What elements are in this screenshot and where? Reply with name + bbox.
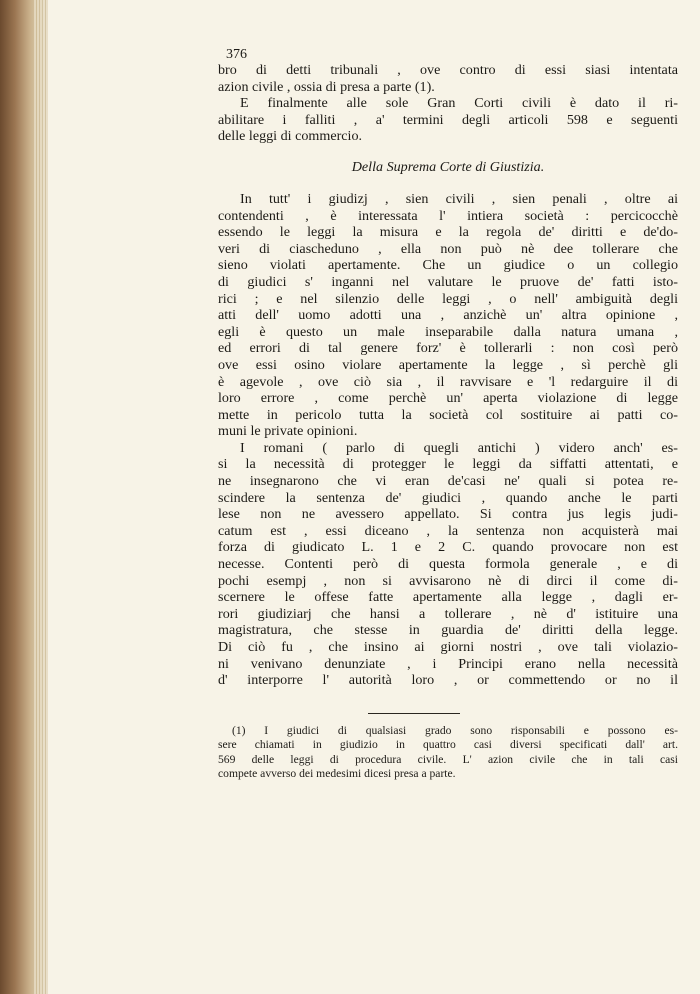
text-line: mette in pericolo tutta la società col sostituire ai patti co-: [218, 406, 678, 423]
text-line: d' interporre l' autorità loro , or commettendo or no il: [218, 672, 678, 689]
section-heading: Della Suprema Corte di Giustizia.: [351, 158, 545, 175]
text-line: scindere la sentenza de' giudici , quando anche le parti: [218, 489, 678, 506]
text-line: ed errori di tal genere forz' è tollerarli : non così però: [218, 340, 678, 357]
text-line: contendenti , è interessata l' intiera società : percicocchè: [218, 207, 678, 224]
text-line: si la necessità di protegger le leggi da siffatti attentati, e: [218, 456, 678, 473]
text-line: forza di giudicato L. 1 e 2 C. quando provocare non est: [218, 539, 678, 556]
text-line: abilitare i falliti , a' termini degli articoli 598 e seguenti: [218, 111, 678, 128]
book-page: [48, 0, 700, 994]
text-line: rici ; e nel silenzio delle leggi , o nell' ambiguità degli: [218, 290, 678, 307]
footnote-line: 569 delle leggi di procedura civile. L' azion civile che in tali casi: [218, 752, 678, 766]
text-line: I romani ( parlo di quegli antichi ) videro anch' es-: [240, 439, 678, 456]
text-line: atti dell' uomo adotti una , anzichè un' altra opinione ,: [218, 307, 678, 324]
text-line: rori giudiziarj che hansi a tollerare , nè d' istituire una: [218, 605, 678, 622]
paragraph-2: [218, 440, 678, 689]
text-line: ni venivano denunziate , i Principi erano nella necessità: [218, 655, 678, 672]
text-line: muni le private opinioni.: [218, 423, 358, 440]
text-line: egli è questo un male inseparabile dalla natura umana ,: [218, 323, 678, 340]
text-line: In tutt' i giudizj , sien civili , sien penali , oltre ai: [240, 190, 678, 207]
text-line: loro errore , come perchè un' aperta violazione di legge: [218, 390, 678, 407]
text-line: Di ciò fu , che insino ai giorni nostri , ove tali violazio-: [218, 639, 678, 655]
footnote-divider: [368, 713, 460, 714]
text-line: è agevole , ove ciò sia , il ravvisare e 'l redarguire il di: [218, 373, 678, 390]
page-number: 376: [226, 47, 247, 62]
text-line: veri di ciascheduno , ella non può nè dee tollerare che: [218, 240, 678, 257]
text-line: ne insegnarono che vi eran de'casi ne' quali si potea re-: [218, 473, 678, 490]
text-line: ove essi osino violare apertamente la legge , sì perchè gli: [218, 356, 678, 373]
text-line: necesse. Contenti però di questa formola generale , e di: [218, 556, 678, 573]
text-line: essendo le leggi la misura e la regola de' diritti e de'do-: [218, 224, 678, 241]
footnote-line: compete avverso dei medesimi dicesi presa a parte.: [218, 767, 456, 780]
text-line: azion civile , ossia di presa a parte (1).: [218, 78, 435, 95]
text-line: E finalmente alle sole Gran Corti civili è dato il ri-: [240, 95, 678, 112]
footnote-line: (1) I giudici di qualsiasi grado sono risponsabili e possono es-: [232, 723, 678, 737]
text-line: bro di detti tribunali , ove contro di essi siasi intentata: [218, 62, 678, 78]
text-line: delle leggi di commercio.: [218, 128, 363, 145]
footnote: [218, 724, 678, 782]
text-line: sieno violati apertamente. Che un giudice o un collegio: [218, 257, 678, 274]
text-line: di giudici s' inganni nel valutare le pruove de' fatti isto-: [218, 273, 678, 290]
page-text: [218, 48, 678, 781]
text-line: catum est , essi diceano , la sentenza non acquisterà mai: [218, 522, 678, 539]
text-line: lese non ne avessero appellato. Si contra jus legis judi-: [218, 506, 678, 523]
footnote-line: sere chiamati in giudizio in quattro casi diversi specificati dall' art.: [218, 738, 678, 752]
page-edges: [34, 0, 48, 994]
text-line: scernere le offese fatte apertamente alla legge , dagli er-: [218, 589, 678, 606]
paragraph-1: [218, 191, 678, 440]
top-text-block: [218, 62, 678, 145]
text-line: magistratura, che stesse in guardia de' diritti della legge.: [218, 622, 678, 639]
text-line: pochi esempj , non si avvisarono nè di dirci il come di-: [218, 572, 678, 589]
